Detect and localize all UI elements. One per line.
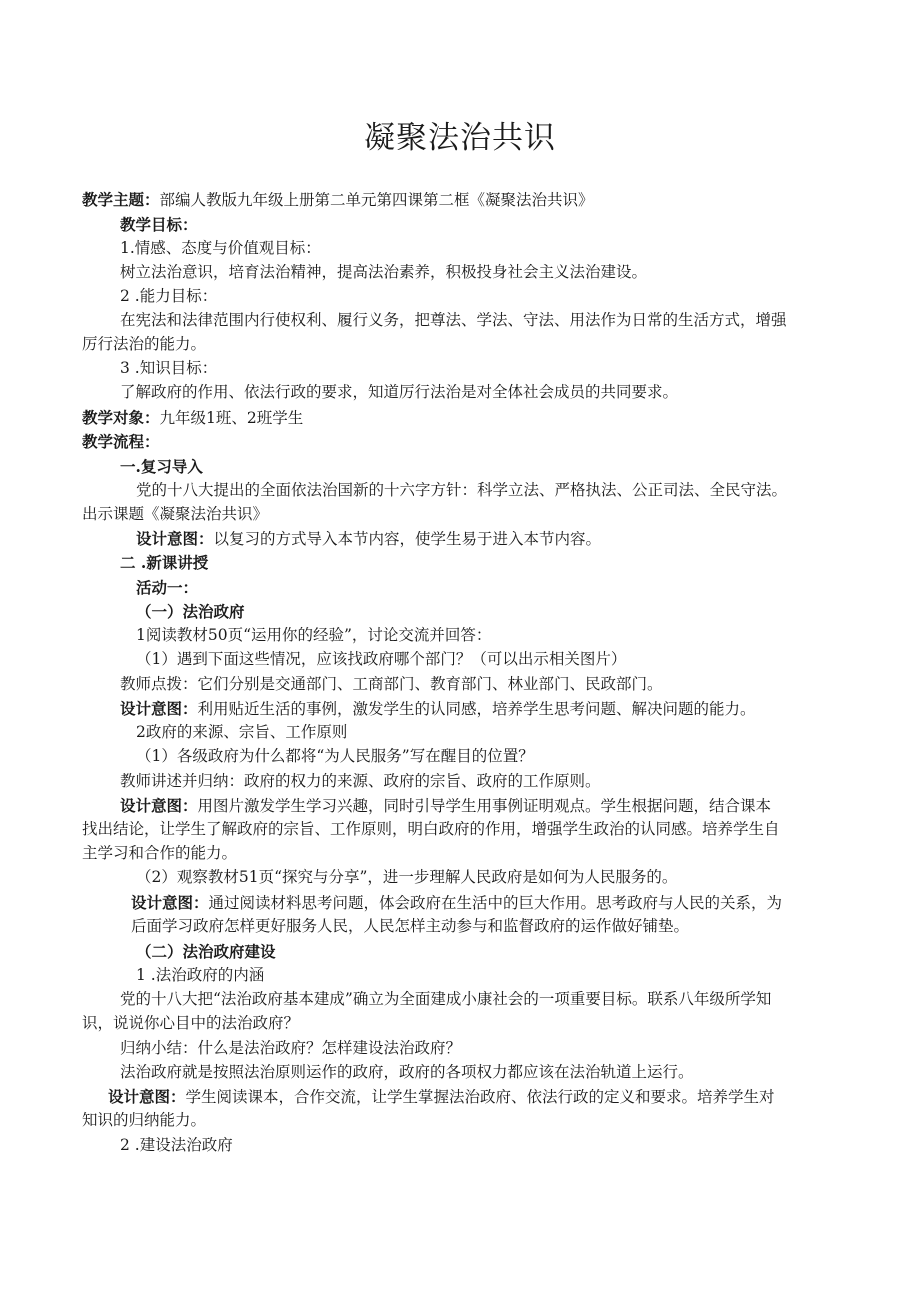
object-label: 教学对象：	[82, 408, 160, 427]
part1-intent-3-cont: 后面学习政府怎样更好服务人民，人民怎样主动参与和监督政府的运作做好铺垫。	[131, 917, 690, 935]
intent-label: 设计意图：	[136, 529, 214, 548]
intent-text: 通过阅读材料思考问题，体会政府在生活中的巨大作用。思考政府与人民的关系，为	[208, 894, 783, 912]
part1-question2-sub2: （2）观察教材51页“探究与分享”，进一步理解人民政府是如何为人民服务的。	[136, 868, 678, 886]
goals-label: 教学目标：	[120, 215, 198, 234]
part2-intent-cont: 知识的归纳能力。	[82, 1111, 207, 1129]
part1-intent-3	[131, 891, 782, 914]
part2-item2: 2 .建设法治政府	[120, 1136, 233, 1154]
goal3-heading: 3 .知识目标：	[120, 359, 218, 377]
goal1-heading: 1.情感、态度与价值观目标：	[120, 239, 321, 257]
intent-label: 设计意图：	[120, 699, 198, 718]
goal2-text-1: 在宪法和法律范围内行使权利、履行义务，把尊法、学法、守法、用法作为日常的生活方式，增强	[120, 311, 787, 329]
part2-summary: 归纳小结：什么是法治政府？怎样建设法治政府？	[120, 1039, 462, 1057]
section1-intent	[136, 527, 601, 550]
section1-heading: 一.复习导入	[120, 457, 203, 476]
part2-intent	[108, 1085, 775, 1108]
part1-teacher-note-2: 教师讲述并归纳：政府的权力的来源、政府的宗旨、政府的工作原则。	[120, 772, 601, 790]
part1-intent-2-cont-2: 主学习和合作的能力。	[82, 844, 238, 862]
page-title: 凝聚法治共识	[364, 120, 556, 156]
goal1-text: 树立法治意识，培育法治精神，提高法治素养，积极投身社会主义法治建设。	[120, 263, 648, 281]
intent-label: 设计意图：	[131, 893, 209, 912]
intent-text: 学生阅读课本，合作交流，让学生掌握法治政府、依法行政的定义和要求。培养学生对	[185, 1088, 775, 1106]
section2-heading: 二 .新课讲授	[120, 553, 209, 572]
goal3-text: 了解政府的作用、依法行政的要求，知道厉行法治是对全体社会成员的共同要求。	[120, 383, 679, 401]
part1-question1-sub: （1）遇到下面这些情况，应该找政府哪个部门？（可以出示相关图片）	[136, 650, 627, 668]
part1-question1: 1阅读教材50页“运用你的经验”，讨论交流并回答：	[136, 626, 492, 644]
intent-text: 用图片激发学生学习兴趣，同时引导学生用事例证明观点。学生根据问题，结合课本	[197, 797, 772, 815]
goal2-text-2: 厉行法治的能力。	[82, 335, 207, 353]
theme-line	[82, 188, 594, 211]
part1-question2: 2政府的来源、宗旨、工作原则	[136, 723, 348, 741]
part2-heading: （二）法治政府建设	[136, 942, 276, 961]
part1-question2-sub: （1）各级政府为什么都将“为人民服务”写在醒目的位置？	[136, 747, 534, 765]
part2-item1: 1 .法治政府的内涵	[136, 966, 265, 984]
section1-text-2: 出示课题《凝聚法治共识》	[82, 505, 269, 523]
part2-text-1: 党的十八大把“法治政府基本建成”确立为全面建成小康社会的一项重要目标。联系八年级所学知	[120, 990, 772, 1008]
intent-label: 设计意图：	[120, 796, 198, 815]
flow-label: 教学流程：	[82, 432, 160, 451]
object-text: 九年级1班、2班学生	[159, 409, 304, 427]
part1-heading: （一）法治政府	[136, 602, 245, 621]
goal2-heading: 2 .能力目标：	[120, 287, 218, 305]
part2-text-2: 识，说说你心目中的法治政府？	[82, 1014, 300, 1032]
intent-text: 利用贴近生活的事例，激发学生的认同感，培养学生思考问题、解决问题的能力。	[197, 700, 756, 718]
part1-intent-2-cont-1: 找出结论，让学生了解政府的宗旨、工作原则，明白政府的作用，增强学生政治的认同感。培养学生自	[82, 820, 780, 838]
intent-label: 设计意图：	[108, 1087, 186, 1106]
part1-intent-2	[120, 794, 771, 817]
section1-text-1: 党的十八大提出的全面依法治国新的十六字方针：科学立法、严格执法、公正司法、全民守法。	[136, 481, 788, 499]
part1-intent	[120, 697, 756, 720]
part1-teacher-note: 教师点拨：它们分别是交通部门、工商部门、教育部门、林业部门、民政部门。	[120, 675, 663, 693]
activity1-label: 活动一：	[136, 578, 199, 597]
part2-definition: 法治政府就是按照法治原则运作的政府，政府的各项权力都应该在法治轨道上运行。	[120, 1063, 694, 1081]
object-line	[82, 406, 303, 429]
theme-text: 部编人教版九年级上册第二单元第四课第二框《凝聚法治共识》	[159, 191, 594, 209]
intent-text: 以复习的方式导入本节内容，使学生易于进入本节内容。	[213, 530, 602, 548]
theme-label: 教学主题：	[82, 190, 160, 209]
